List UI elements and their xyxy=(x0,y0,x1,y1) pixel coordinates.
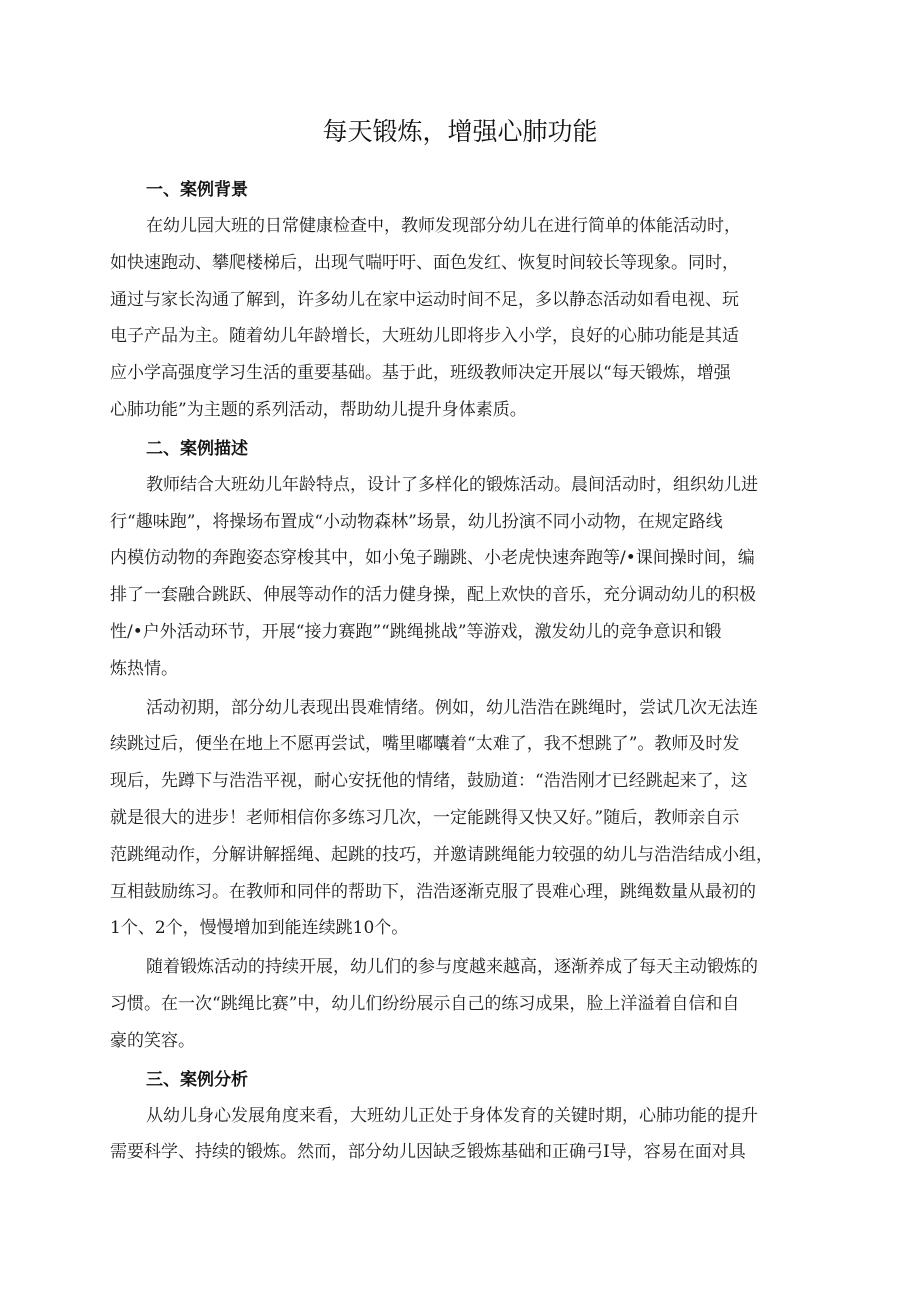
paragraph xyxy=(110,1098,814,1172)
paragraph xyxy=(110,208,814,429)
paragraph-line: 炼热情。 xyxy=(110,658,178,679)
paragraph xyxy=(110,949,814,1059)
paragraph-line: 续跳过后，便坐在地上不愿再尝试，嘴里嘟囔着“太难了，我不想跳了”。教师及时发 xyxy=(110,734,740,755)
paragraph-line: 心肺功能”为主题的系列活动，帮助幼儿提升身体素质。 xyxy=(110,399,527,420)
paragraph xyxy=(110,467,814,688)
paragraph-line: 从幼儿身心发展角度来看，大班幼儿正处于身体发育的关键时期，心肺功能的提升 xyxy=(146,1105,758,1126)
section-heading: 一、案例背景 xyxy=(146,180,248,200)
paragraph-line: 教师结合大班幼儿年龄特点，设计了多样化的锻炼活动。晨间活动时，组织幼儿进 xyxy=(146,474,758,495)
section-heading: 二、案例描述 xyxy=(146,438,248,459)
paragraph-line: 活动初期，部分幼儿表现出畏难情绪。例如，幼儿浩浩在跳绳时，尝试几次无法连 xyxy=(146,697,758,718)
paragraph-line: 如快速跑动、攀爬楼梯后，出现气喘吁吁、面色发红、恢复时间较长等现象。同时， xyxy=(110,252,739,273)
paragraph-line: 随着锻炼活动的持续开展，幼儿们的参与度越来越高，逐渐养成了每天主动锻炼的 xyxy=(146,957,758,978)
paragraph-line: 通过与家长沟通了解到，许多幼儿在家中运动时间不足，多以静态活动如看电视、玩 xyxy=(110,289,739,310)
paragraph-line: 豪的笑容。 xyxy=(110,1030,195,1051)
paragraph xyxy=(110,690,814,948)
paragraph-line: 范跳绳动作，分解讲解摇绳、起跳的技巧，并邀请跳绳能力较强的幼儿与浩浩结成小组， xyxy=(110,844,773,865)
paragraph-line: 就是很大的进步！老师相信你多练习几次，一定能跳得又快又好。”随后，教师亲自示 xyxy=(110,807,740,828)
paragraph-line: 行“趣味跑”，将操场布置成“小动物森林”场景，幼儿扮演不同小动物，在规定路线 xyxy=(110,511,723,532)
paragraph-line: 性/•户外活动环节，开展“接力赛跑”“跳绳挑战”等游戏，激发幼儿的竞争意识和锻 xyxy=(110,621,722,642)
paragraph-line: 在幼儿园大班的日常健康检查中，教师发现部分幼儿在进行简单的体能活动时， xyxy=(146,216,741,236)
paragraph-line: 互相鼓励练习。在教师和同伴的帮助下，浩浩逐渐克服了畏难心理，跳绳数量从最初的 xyxy=(110,881,756,902)
document-body xyxy=(110,170,814,1173)
page-title: 每天锻炼，增强心肺功能 xyxy=(322,117,598,146)
paragraph-line: 内模仿动物的奔跑姿态穿梭其中，如小兔子蹦跳、小老虎快速奔跑等/•课间操时间，编 xyxy=(110,548,755,569)
paragraph-line: 排了一套融合跳跃、伸展等动作的活力健身操，配上欢快的音乐，充分调动幼儿的积极 xyxy=(110,585,756,606)
paragraph-line: 电子产品为主。随着幼儿年龄增长，大班幼儿即将步入小学，良好的心肺功能是其适 xyxy=(110,326,739,347)
paragraph-line: 需要科学、持续的锻炼。然而，部分幼儿因缺乏锻炼基础和正确弓I导，容易在面对具 xyxy=(110,1142,746,1163)
paragraph-line: 习惯。在一次“跳绳比赛”中，幼儿们纷纷展示自己的练习成果，脸上洋溢着自信和自 xyxy=(110,993,740,1014)
section-heading: 三、案例分析 xyxy=(146,1069,248,1090)
paragraph-line: 现后，先蹲下与浩浩平视，耐心安抚他的情绪，鼓励道：“浩浩刚才已经跳起来了，这 xyxy=(110,771,748,792)
paragraph-line: 应小学高强度学习生活的重要基础。基于此，班级教师决定开展以“每天锻炼，增强 xyxy=(110,363,731,384)
paragraph-line: 1个、2个，慢慢增加到能连续跳10个。 xyxy=(110,918,409,939)
